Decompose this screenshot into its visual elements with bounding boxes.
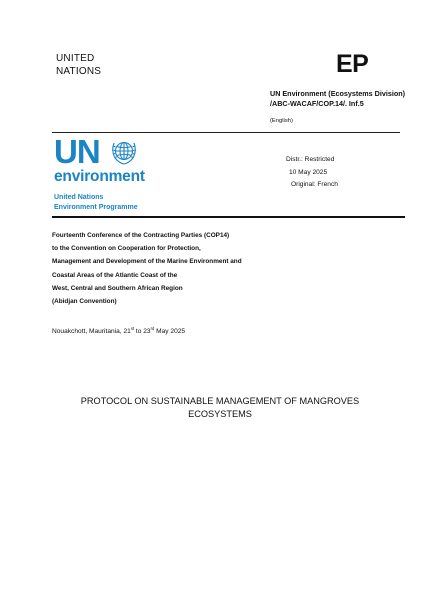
ep-mark: EP xyxy=(336,50,369,78)
un-emblem-icon xyxy=(109,137,139,167)
conference-line: to the Convention on Cooperation for Protection, xyxy=(52,245,201,253)
language-label: (English) xyxy=(270,118,293,124)
document-symbol-line1: UN Environment (Ecosystems Division) xyxy=(270,89,405,98)
document-title-line2: ECOSYSTEMS xyxy=(188,408,252,419)
unep-logo xyxy=(52,135,162,215)
conference-line: Coastal Areas of the Atlantic Coast of the xyxy=(52,271,178,279)
conference-line: (Abidjan Convention) xyxy=(52,298,117,306)
logo-environment-text: environment xyxy=(54,168,145,185)
distribution-status: Distr.: Restricted xyxy=(286,156,335,163)
org-name-line1: UNITED xyxy=(56,53,95,64)
logo-un-text: UN xyxy=(54,133,100,170)
distribution-block xyxy=(286,154,338,192)
conference-block xyxy=(52,229,242,308)
org-name xyxy=(56,52,101,78)
conference-line: Management and Development of the Marine Environment and xyxy=(52,258,242,266)
org-name-line2: NATIONS xyxy=(56,66,102,77)
venue-middle: to 23 xyxy=(134,328,151,335)
conference-line: Fourteenth Conference of the Contracting Parties (COP14) xyxy=(52,232,230,239)
document-symbol xyxy=(270,89,405,109)
header-divider xyxy=(52,132,400,133)
original-language: Original: French xyxy=(291,181,338,188)
logo-programme-text xyxy=(54,193,138,212)
venue-dates xyxy=(52,326,185,335)
venue-suffix: May 2025 xyxy=(154,328,186,335)
logo-programme-line1: United Nations xyxy=(54,194,104,201)
conference-line: West, Central and Southern African Region xyxy=(52,284,183,292)
venue-ordinal-start: st xyxy=(130,326,135,331)
document-title-line1: PROTOCOL ON SUSTAINABLE MANAGEMENT OF MANGROVES xyxy=(80,396,360,406)
logo-programme-line2: Environment Programme xyxy=(54,203,138,211)
document-symbol-line2: /ABC-WACAF/COP.14/. Inf.5 xyxy=(270,99,364,108)
document-title xyxy=(52,395,388,420)
logo-divider xyxy=(52,216,405,218)
document-date: 10 May 2025 xyxy=(289,168,328,176)
venue-prefix: Nouakchott, Mauritania, 21 xyxy=(52,328,131,335)
venue-ordinal-end: rd xyxy=(150,326,155,331)
